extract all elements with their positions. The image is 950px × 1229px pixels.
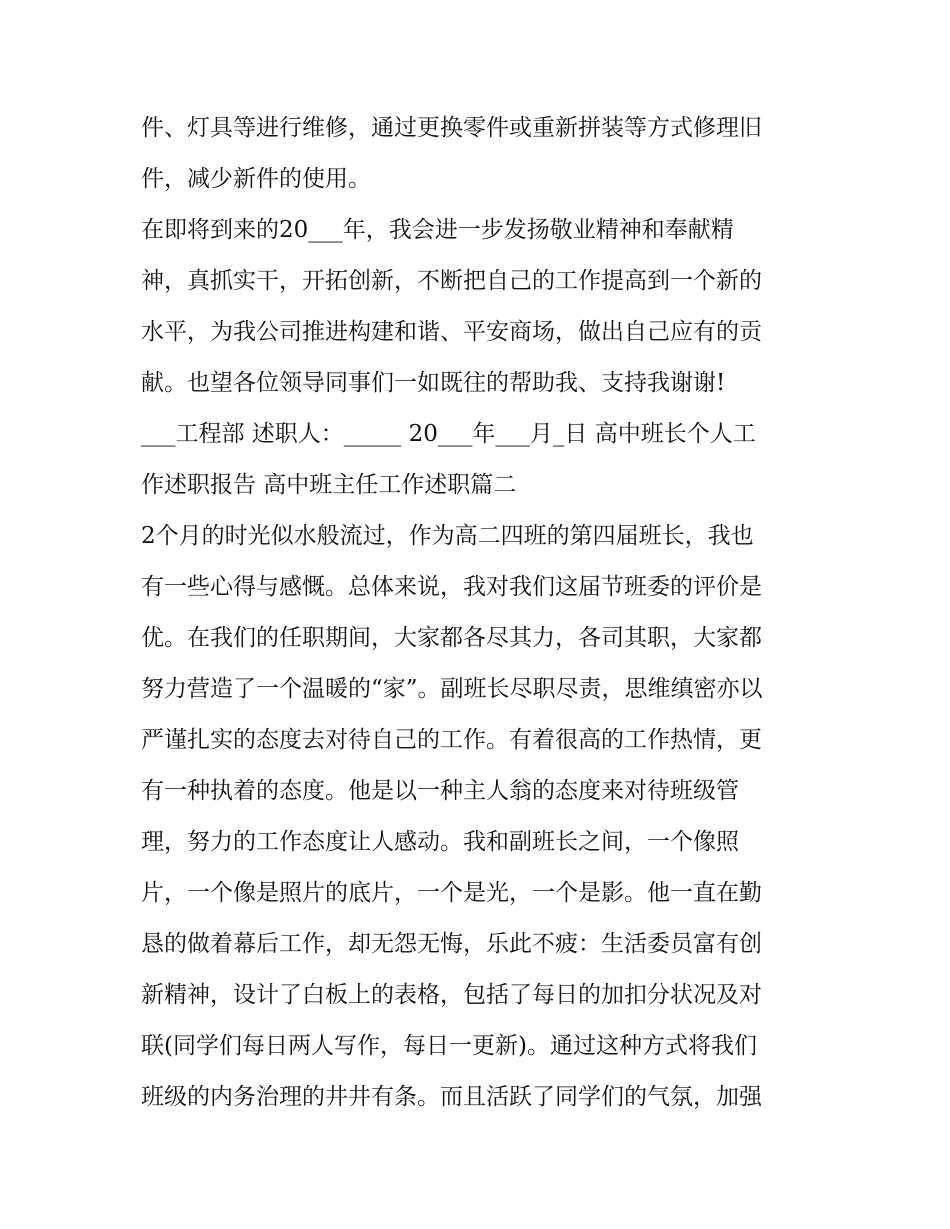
text-line: 2个月的时光似水般流过，作为高二四班的第四届班长，我也 (141, 523, 754, 549)
text-line: 献。也望各位领导同事们一如既往的帮助我、支持我谢谢! (141, 370, 726, 396)
text-line: 严谨扎实的态度去对待自己的工作。有着很高的工作热情，更 (141, 727, 762, 753)
text-line: 恳的做着幕后工作，却无怨无悔，乐此不疲：生活委员富有创 (141, 931, 762, 957)
body-text (141, 103, 821, 1123)
text-line: 新精神，设计了白板上的表格，包括了每日的加扣分状况及对 (141, 982, 762, 1008)
text-line: 努力营造了一个温暖的“家”。副班长尽职尽责，思维缜密亦以 (141, 676, 763, 702)
text-line: 作述职报告 高中班主任工作述职篇二 (141, 472, 517, 498)
text-line: 件，减少新件的使用。 (141, 166, 371, 192)
text-line: 联(同学们每日两人写作，每日一更新)。通过这种方式将我们 (141, 1033, 757, 1059)
text-line: 优。在我们的任职期间，大家都各尽其力，各司其职，大家都 (141, 625, 762, 651)
text-line: 件、灯具等进行维修，通过更换零件或重新拼装等方式修理旧 (141, 115, 762, 141)
text-line: 理，努力的工作态度让人感动。我和副班长之间，一个像照 (141, 829, 739, 855)
text-line: 在即将到来的20___年，我会进一步发扬敬业精神和奉献精 (141, 217, 734, 243)
text-line: 水平，为我公司推进构建和谐、平安商场，做出自己应有的贡 (141, 319, 762, 345)
text-line: 片，一个像是照片的底片，一个是光，一个是影。他一直在勤 (141, 880, 762, 906)
text-line: 神，真抓实干，开拓创新，不断把自己的工作提高到一个新的 (141, 268, 762, 294)
text-line: 有一些心得与感慨。总体来说，我对我们这届节班委的评价是 (141, 574, 762, 600)
text-line: ___工程部 述职人：_____ 20___年___月_日 高中班长个人工 (141, 421, 756, 447)
text-line: 有一种执着的态度。他是以一种主人翁的态度来对待班级管 (141, 778, 739, 804)
text-line: 班级的内务治理的井井有条。而且活跃了同学们的气氛，加强 (141, 1084, 762, 1110)
